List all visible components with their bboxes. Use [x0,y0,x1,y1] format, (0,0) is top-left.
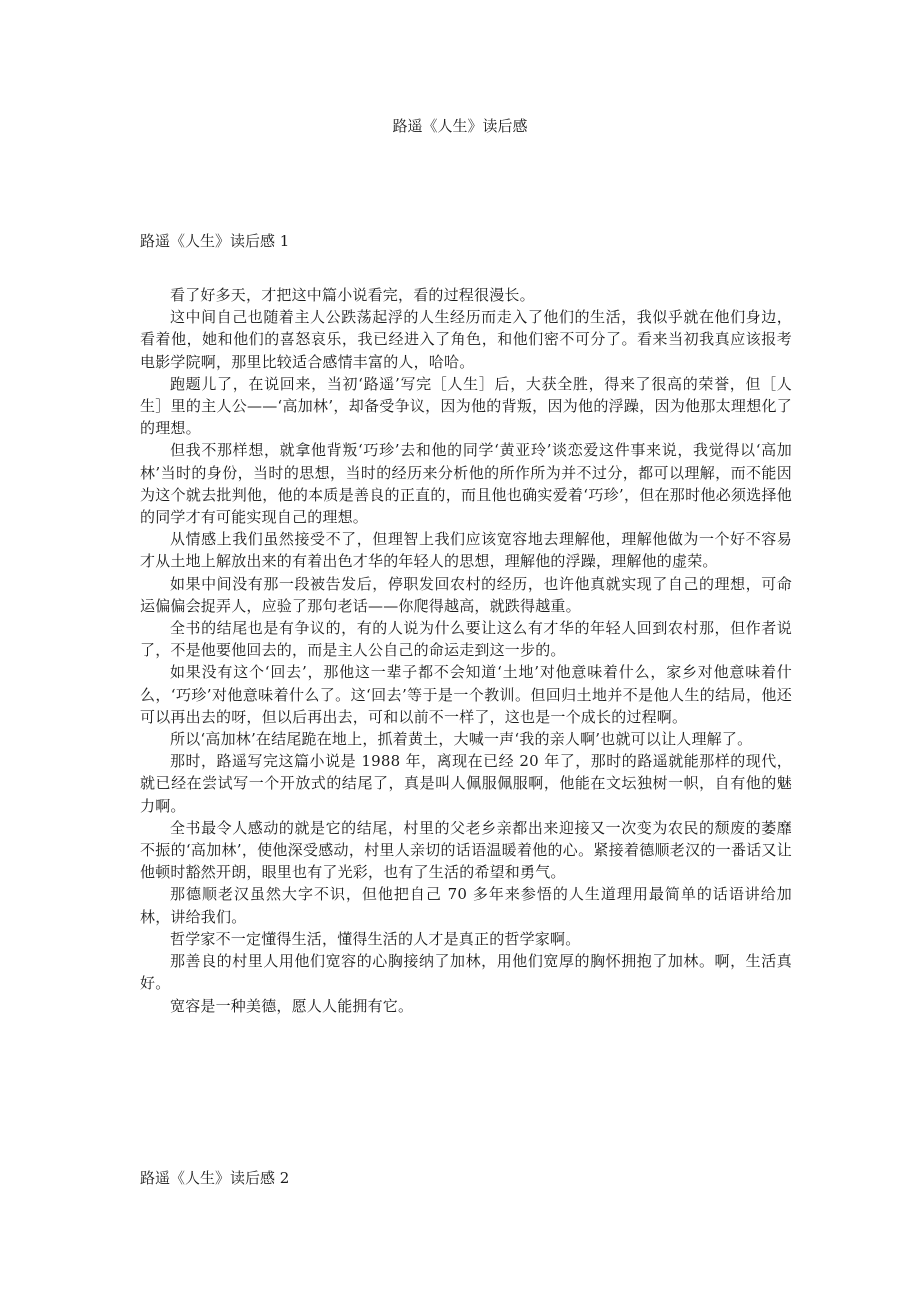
paragraph: 看了好多天，才把这中篇小说看完，看的过程很漫长。 [170,286,535,304]
section-heading: 路遥《人生》读后感 1 [140,232,290,250]
section-heading: 路遥《人生》读后感 2 [140,1169,290,1187]
paragraph: 全书的结尾也是有争议的，有的人说为什么要让这么有才华的年轻人回到农村那，但作者说了，不是他要他回去的，而是主人公自己的命运走到这一步的。 [140,619,792,660]
paragraph: 但我不那样想，就拿他背叛‘巧珍’去和他的同学‘黄亚玲’谈恋爱这件事来说，我觉得以‘高加林’当时的身份，当时的思想，当时的经历来分析他的所作所为并不过分，都可以理解，而不能因为这个就去批判他，他的本质是善良的正直的，而且他也确实爱着‘巧珍’，但在那时他必须选择他的同学才有可能实现自己的理想。 [140,441,792,527]
paragraph: 这中间自己也随着主人公跌荡起浮的人生经历而走入了他们的生活，我似乎就在他们身边，看着他，她和他们的喜怒哀乐，我已经进入了角色，和他们密不可分了。看来当初我真应该报考电影学院啊，那里比较适合感情丰富的人，哈哈。 [140,308,792,371]
paragraph: 从情感上我们虽然接受不了，但理智上我们应该宽容地去理解他，理解他做为一个好不容易才从土地上解放出来的有着出色才华的年轻人的思想，理解他的浮躁，理解他的虚荣。 [140,530,792,571]
paragraph: 全书最令人感动的就是它的结尾，村里的父老乡亲都出来迎接又一次变为农民的颓废的萎靡不振的‘高加林’，使他深受感动，村里人亲切的话语温暖着他的心。紧接着德顺老汉的一番话又让他顿时豁然开朗，眼里也有了光彩，也有了生活的希望和勇气。 [140,818,792,882]
paragraph: 所以‘高加林’在结尾跪在地上，抓着黄土，大喊一声‘我的亲人啊’也就可以让人理解了。 [170,730,753,749]
paragraph: 跑题儿了，在说回来，当初‘路遥’写完［人生］后，大获全胜，得来了很高的荣誉，但［人生］里的主人公——‘高加林’，却备受争议，因为他的背叛，因为他的浮躁，因为他那太理想化了的理想。 [140,374,792,438]
paragraph: 那时，路遥写完这篇小说是 1988 年，离现在已经 20 年了，那时的路遥就能那样的现代，就已经在尝试写一个开放式的结尾了，真是叫人佩服佩服啊，他能在文坛独树一帜，自有他的魅力啊。 [140,752,792,815]
paragraph: 如果中间没有那一段被告发后，停职发回农村的经历，也许他真就实现了自己的理想，可命运偏偏会捉弄人，应验了那句老话——你爬得越高，就跌得越重。 [140,574,792,615]
paragraph: 如果没有这个‘回去’，那他这一辈子都不会知道‘土地’对他意味着什么，家乡对他意味着什么，‘巧珍’对他意味着什么了。这‘回去’等于是一个教训。但回归土地并不是他人生的结局，他还可以再出去的呀，但以后再出去，可和以前不一样了，这也是一个成长的过程啊。 [140,663,792,726]
paragraph: 那德顺老汉虽然大字不识，但他把自己 70 多年来参悟的人生道理用最简单的话语讲给加林，讲给我们。 [140,885,792,926]
paragraph: 那善良的村里人用他们宽容的心胸接纳了加林，用他们宽厚的胸怀拥抱了加林。啊，生活真 好。 [140,952,792,993]
document-title: 路遥《人生》读后感 [392,117,528,135]
paragraph: 哲学家不一定懂得生活，懂得生活的人才是真正的哲学家啊。 [170,929,581,948]
paragraph: 宽容是一种美德，愿人人能拥有它。 [170,996,414,1015]
section-body [140,284,792,1017]
